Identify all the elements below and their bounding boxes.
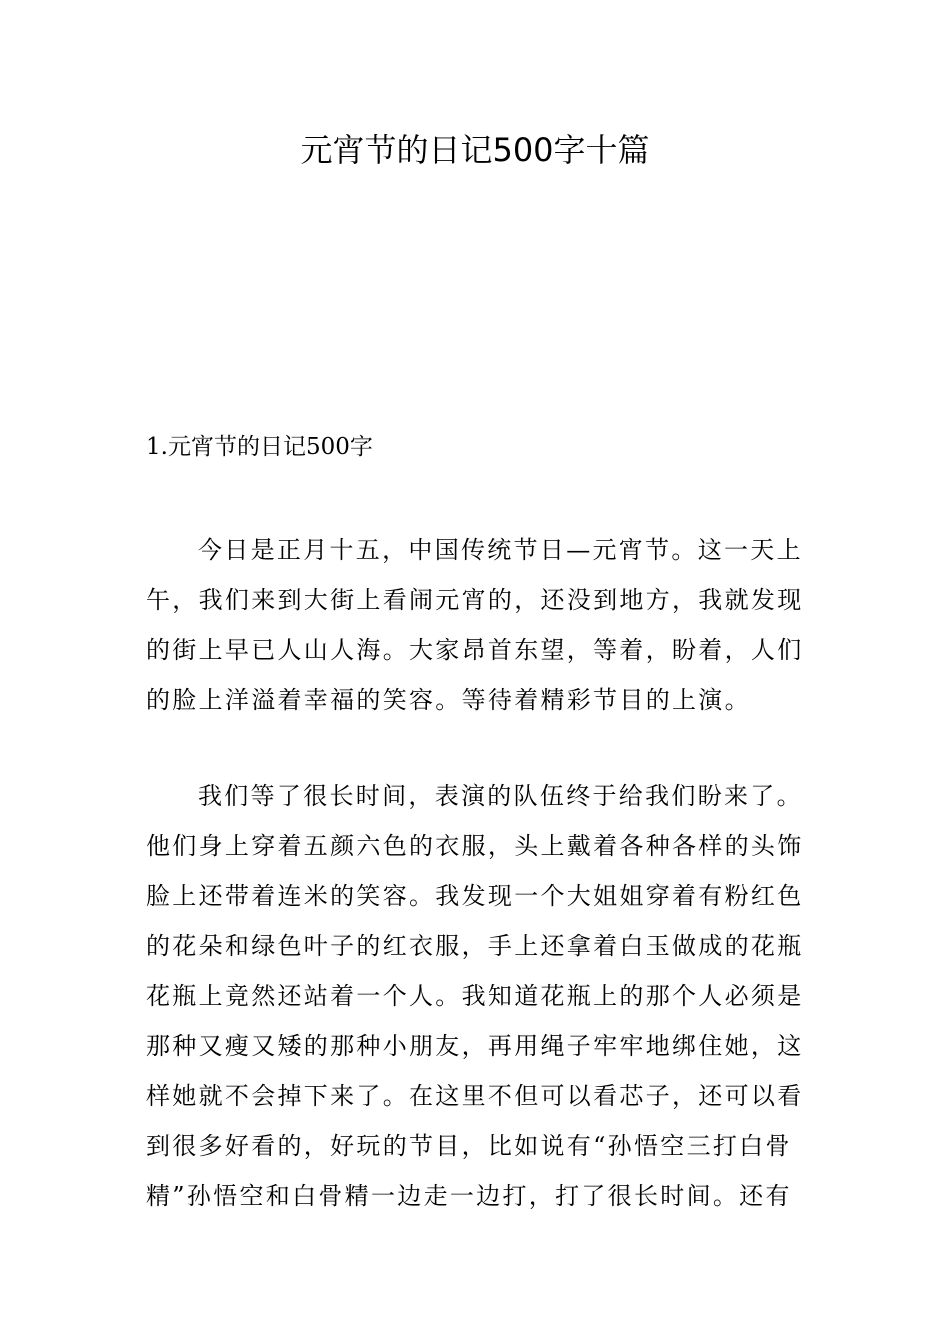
paragraph-line: 脸上还带着连米的笑容。我发现一个大姐姐穿着有粉红色 <box>146 882 804 910</box>
paragraph-line: 那种又瘦又矮的那种小朋友，再用绳子牢牢地绑住她，这 <box>146 1032 804 1060</box>
paragraph-line: 他们身上穿着五颜六色的衣服，头上戴着各种各样的头饰 <box>146 832 804 860</box>
paragraph-2 <box>146 771 806 1221</box>
document-title: 元宵节的日记500字十篇 <box>300 131 650 169</box>
paragraph-line: 今日是正月十五，中国传统节日—元宵节。这一天上 <box>198 536 803 564</box>
paragraph-line: 的脸上洋溢着幸福的笑容。等待着精彩节目的上演。 <box>146 686 751 714</box>
paragraph-line: 午，我们来到大街上看闹元宵的，还没到地方，我就发现 <box>146 586 804 614</box>
paragraph-1 <box>146 525 806 725</box>
paragraph-line: 花瓶上竟然还站着一个人。我知道花瓶上的那个人必须是 <box>146 982 804 1010</box>
paragraph-line: 到很多好看的，好玩的节目，比如说有“孙悟空三打白骨 <box>146 1132 792 1160</box>
paragraph-line: 我们等了很长时间，表演的队伍终于给我们盼来了。 <box>198 782 803 810</box>
paragraph-line: 样她就不会掉下来了。在这里不但可以看芯子，还可以看 <box>146 1082 804 1110</box>
paragraph-line: 的街上早已人山人海。大家昂首东望，等着，盼着，人们 <box>146 636 804 664</box>
section-heading: 1.元宵节的日记500字 <box>146 434 373 460</box>
paragraph-line: 的花朵和绿色叶子的红衣服，手上还拿着白玉做成的花瓶 <box>146 932 804 960</box>
paragraph-line: 精”孙悟空和白骨精一边走一边打，打了很长时间。还有 <box>146 1182 792 1210</box>
